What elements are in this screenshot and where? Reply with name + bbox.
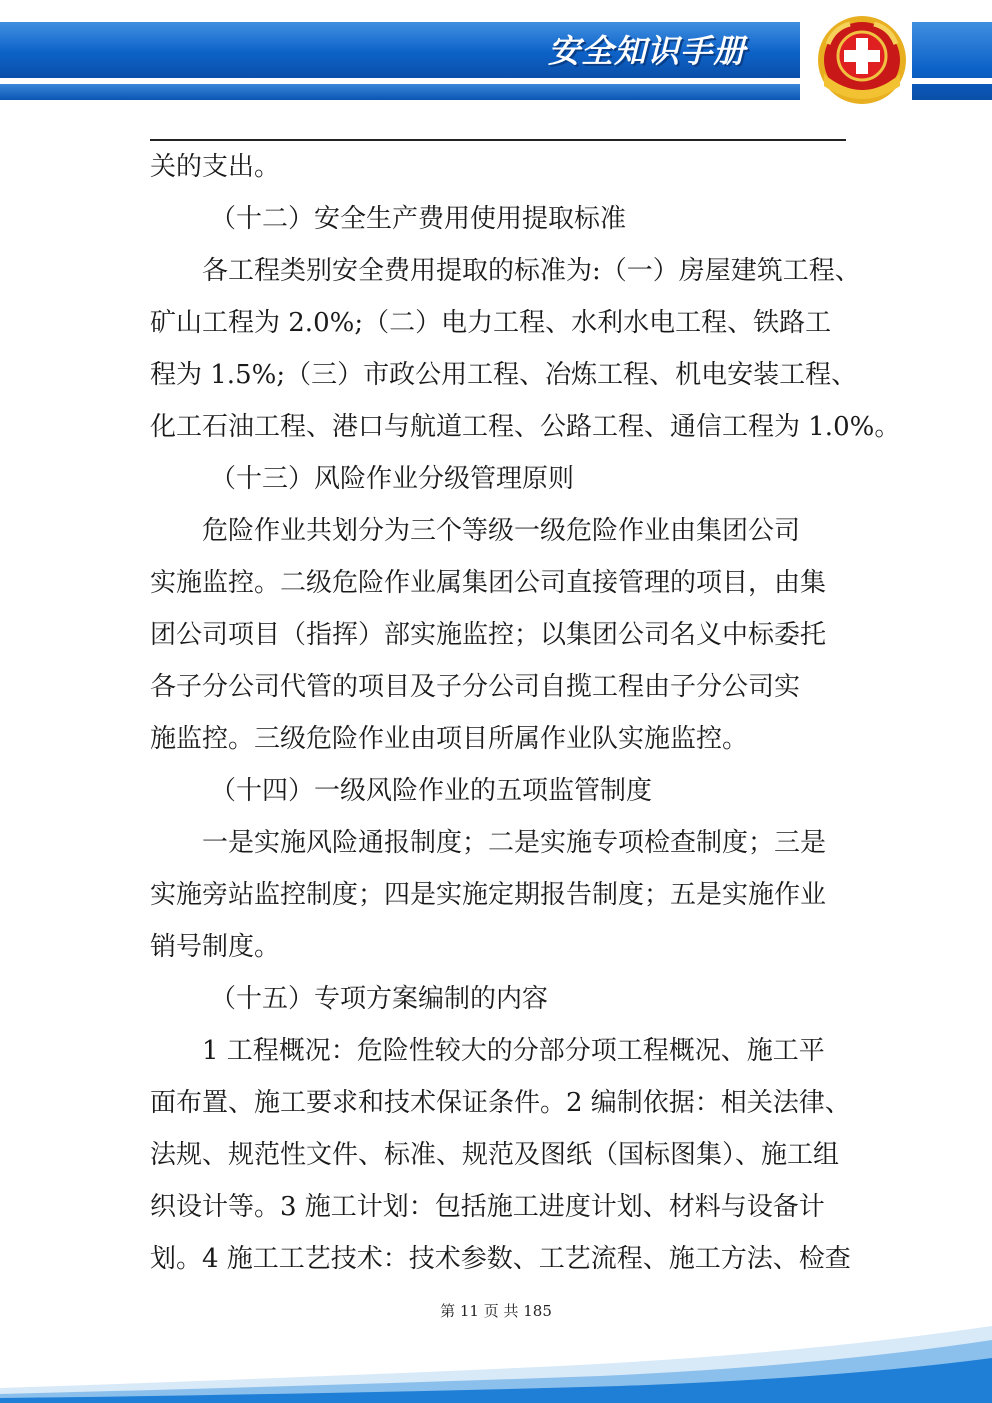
text-line: 程为 1.5%;（三）市政公用工程、冶炼工程、机电安装工程、 — [150, 360, 858, 390]
text-line: 一是实施风险通报制度；二是实施专项检查制度；三是 — [202, 828, 827, 858]
safety-cross-emblem-icon — [814, 14, 910, 106]
section-heading-15: （十五）专项方案编制的内容 — [210, 984, 549, 1014]
text-line: 面布置、施工要求和技术保证条件。2 编制依据：相关法律、 — [150, 1088, 851, 1118]
text-line: 划。4 施工工艺技术：技术参数、工艺流程、施工方法、检查 — [150, 1244, 851, 1274]
text-line: 关的支出。 — [150, 152, 281, 182]
text-line: 销号制度。 — [150, 932, 281, 962]
text-line: 各子分公司代管的项目及子分公司自揽工程由子分公司实 — [150, 672, 801, 702]
footer-wave — [0, 1318, 992, 1403]
section-heading-13: （十三）风险作业分级管理原则 — [210, 464, 575, 494]
text-line: 化工石油工程、港口与航道工程、公路工程、通信工程为 1.0%。 — [150, 412, 901, 442]
text-line: 法规、规范性文件、标准、规范及图纸（国标图集）、施工组 — [150, 1140, 840, 1170]
page-number: 第 11 页 共 185 — [440, 1302, 552, 1320]
header-banner — [0, 0, 992, 115]
text-line: 各工程类别安全费用提取的标准为:（一）房屋建筑工程、 — [202, 256, 861, 286]
section-heading-14: （十四）一级风险作业的五项监管制度 — [210, 776, 653, 806]
text-line: 矿山工程为 2.0%;（二）电力工程、水利水电工程、铁路工 — [150, 308, 832, 338]
section-heading-12: （十二）安全生产费用使用提取标准 — [210, 204, 627, 234]
text-line: 实施旁站监控制度；四是实施定期报告制度；五是实施作业 — [150, 880, 827, 910]
text-line: 团公司项目（指挥）部实施监控；以集团公司名义中标委托 — [150, 620, 827, 650]
manual-title: 安全知识手册 — [548, 32, 747, 70]
text-line: 1 工程概况：危险性较大的分部分项工程概况、施工平 — [202, 1036, 825, 1066]
text-line: 实施监控。二级危险作业属集团公司直接管理的项目，由集 — [150, 568, 827, 598]
header-band-right — [912, 22, 992, 100]
text-line: 危险作业共划分为三个等级一级危险作业由集团公司 — [202, 516, 801, 546]
text-line: 施监控。三级危险作业由项目所属作业队实施监控。 — [150, 724, 749, 754]
page-body — [150, 141, 901, 1285]
header-stripe — [0, 84, 800, 100]
text-line: 织设计等。3 施工计划：包括施工进度计划、材料与设备计 — [150, 1192, 825, 1222]
